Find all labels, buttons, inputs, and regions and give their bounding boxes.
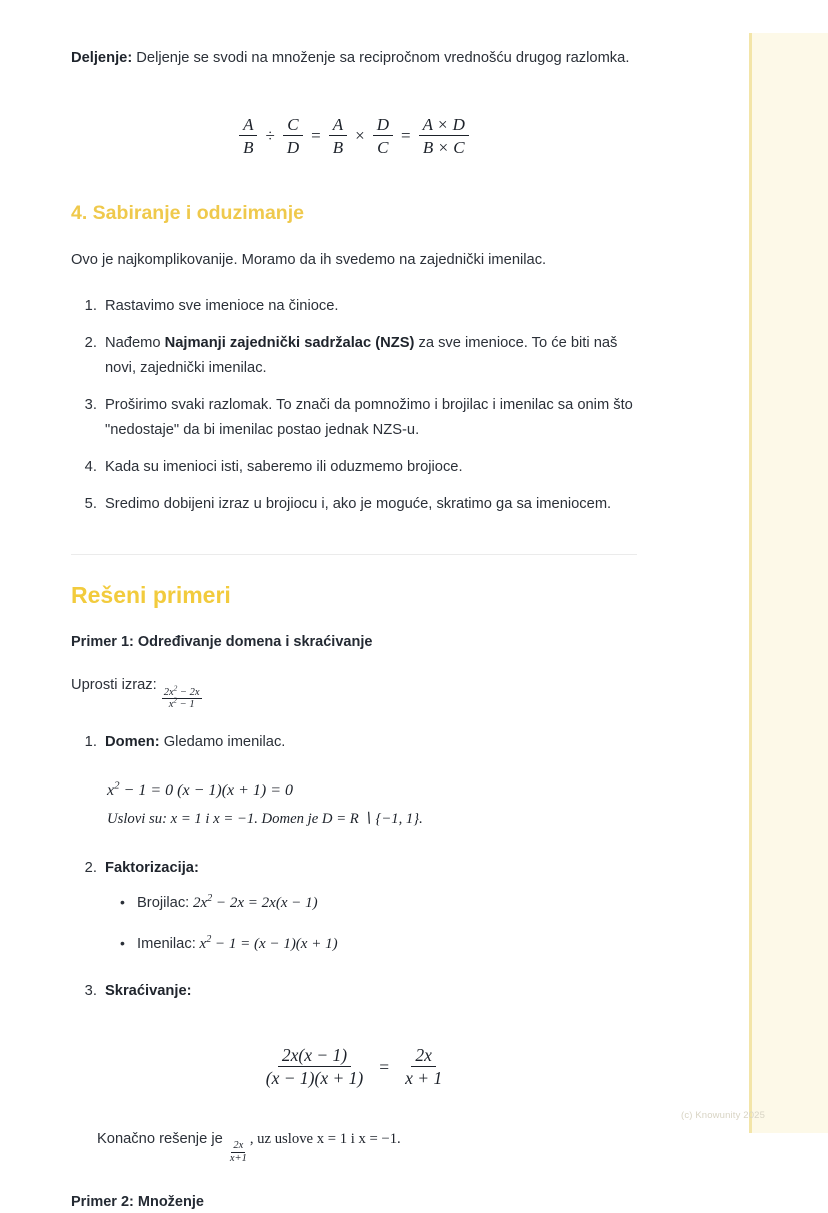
document-page (0, 33, 828, 1210)
paragraph-konacno-resenje: Konačno rešenje je $\frac{2x}{x+1}$ , uz uslove x = 1 i x = −1. (97, 1130, 401, 1164)
list-item: 5. Sredimo dobijeni izraz u brojiocu i, ako je moguće, skratimo ga sa imeniocem. (101, 492, 637, 517)
list-item-faktorizacija (101, 856, 637, 957)
label-faktorizacija: Faktorizacija: (105, 859, 199, 876)
watermark-copyright: (c) Knowunity 2025 (681, 1110, 766, 1121)
list-item-domen: 1. Domen: Gledamo imenilac. $x^2 - 1 = 0$ (x − 1)(x + 1) = 0 Uslovi su: x = 1 i x = −1. Domen je D = R ∖ {−1, 1}. (101, 730, 637, 832)
inline-fraction-expression: $\frac{2x^2 - 2x}{x^2 - 1}$ (163, 684, 200, 710)
heading-reseni-primeri: Rešeni primeri (71, 582, 231, 609)
heading-primer-1: Primer 1: Određivanje domena i skraćivanje (71, 634, 373, 651)
list-item-imenilac: • Imenilac: $x^2 - 1 = (x - 1)(x + 1)$ (135, 932, 637, 957)
list-faktorizacija-bullets (105, 891, 637, 957)
inline-fraction-result: $\frac{2x}{x+1}$ (229, 1140, 247, 1164)
list-item: 1. Rastavimo sve imenioce na činioce. (101, 294, 637, 319)
fraction-right: $\frac{2x}{x + 1}$ (405, 1044, 443, 1089)
section-divider (71, 554, 637, 555)
list-item: 4. Kada su imenioci isti, saberemo ili oduzmemo brojioce. (101, 455, 637, 480)
list-primer-1-steps (71, 730, 637, 1004)
list-item-brojilac: • Brojilac: $2x^2 - 2x = 2x(x - 1)$ (135, 891, 637, 916)
heading-section-4: 4. Sabiranje i oduzimanje (71, 202, 304, 225)
paragraph-uprosti-izraz: Uprosti izraz: $\frac{2x^2 - 2x}{x^2 - 1}$ (71, 677, 200, 710)
paragraph-deljenje (71, 33, 637, 72)
fraction-left: $\frac{2x(x - 1)}{(x - 1)(x + 1)}$ (265, 1044, 364, 1089)
formula-division (71, 115, 637, 157)
fraction-a-over-b-2: $\frac{A}{B}$ (329, 115, 347, 157)
fraction-a-over-b: $\frac{A}{B}$ (239, 115, 257, 157)
fraction-result: $\frac{A \times D}{B \times C}$ (419, 115, 469, 157)
paragraph-section-4-intro: Ovo je najkomplikovanije. Moramo da ih svedemo na zajednički imenilac. (71, 252, 547, 269)
page-edge-strip (752, 33, 828, 1133)
operator-equals-1: = (311, 126, 321, 146)
math-domen-line-1: $x^2 - 1 = 0$ (x − 1)(x + 1) = 0 (107, 779, 294, 799)
label-skracivanje: Skraćivanje: (105, 982, 192, 999)
heading-primer-2: Primer 2: Množenje (71, 1193, 204, 1210)
list-item-skracivanje (101, 979, 637, 1004)
document-content (71, 33, 637, 1213)
list-item: 3. Proširimo svaki razlomak. To znači da pomnožimo i brojilac i imenilac sa onim što "nedostaje" da bi imenilac postao jednak NZS-u. (101, 393, 637, 443)
math-domen-line-2: Uslovi su: x = 1 i x = −1. Domen je D = R ∖ {−1, 1}. (107, 810, 423, 827)
fraction-c-over-d: $\frac{C}{D}$ (283, 115, 303, 157)
list-steps-sabiranje (71, 294, 637, 517)
operator-divide: ÷ (265, 126, 275, 146)
list-item: 2. Nađemo Najmanji zajednički sadržalac (NZS) za sve imenioce. To će biti naš novi, zajednički imenilac. (101, 331, 637, 381)
label-domen: Domen: (105, 733, 160, 750)
label-deljenje: Deljenje: (71, 50, 133, 66)
formula-skracivanje (71, 1046, 637, 1089)
fraction-d-over-c: $\frac{D}{C}$ (373, 115, 393, 157)
text-deljenje: Deljenje se svodi na množenje sa recipročnom vrednošću drugog razlomka. (132, 50, 630, 66)
operator-multiply: × (355, 126, 365, 146)
operator-equals-result: = (379, 1056, 390, 1077)
operator-equals-2: = (400, 126, 411, 146)
